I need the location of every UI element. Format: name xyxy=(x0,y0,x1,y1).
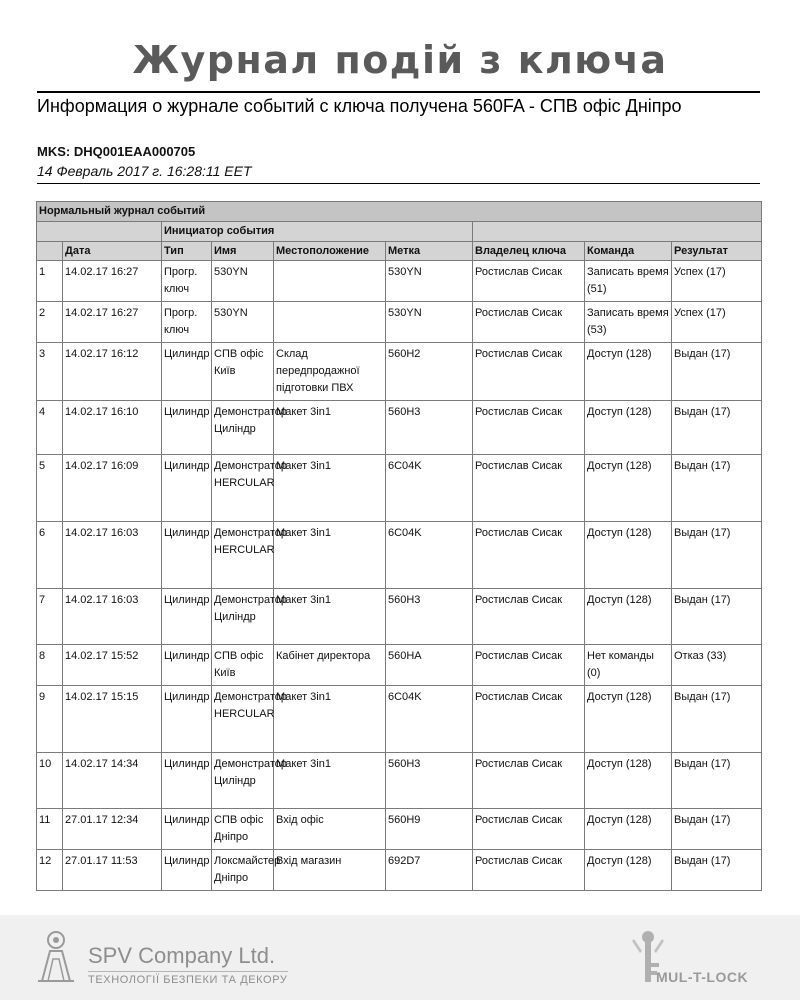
cell-date: 14.02.17 16:12 xyxy=(63,343,162,401)
cell-num: 9 xyxy=(37,686,63,753)
cell-date: 27.01.17 11:53 xyxy=(63,850,162,891)
cell-type: Цилиндр xyxy=(162,686,212,753)
col-header-location: Местоположение xyxy=(274,242,386,261)
cell-location: Кабінет директора xyxy=(274,645,386,686)
cell-location: Макет 3in1 xyxy=(274,589,386,645)
cell-name: СПВ офіс Дніпро xyxy=(212,809,274,850)
cell-location: Склад передпродажної підготовки ПВХ xyxy=(274,343,386,401)
col-header-owner: Владелец ключа xyxy=(473,242,585,261)
cell-num: 5 xyxy=(37,455,63,522)
cell-tag: 530YN xyxy=(386,261,473,302)
cell-location: Вхід магазин xyxy=(274,850,386,891)
cell-command: Доступ (128) xyxy=(585,401,672,455)
table-row xyxy=(37,401,762,455)
cell-num: 1 xyxy=(37,261,63,302)
cell-location: Макет 3in1 xyxy=(274,753,386,809)
cell-name: Демонстратор HERCULAR xyxy=(212,455,274,522)
cell-command: Доступ (128) xyxy=(585,522,672,589)
cell-name: Локсмайстер Дніпро xyxy=(212,850,274,891)
cell-owner: Ростислав Сисак xyxy=(473,809,585,850)
cell-type: Цилиндр xyxy=(162,850,212,891)
cell-result: Успех (17) xyxy=(672,261,762,302)
cell-result: Выдан (17) xyxy=(672,343,762,401)
col-header-num xyxy=(37,242,63,261)
cell-type: Цилиндр xyxy=(162,455,212,522)
spv-crest-icon xyxy=(34,929,78,990)
cell-tag: 560H9 xyxy=(386,809,473,850)
cell-name: Демонстратор Циліндр xyxy=(212,401,274,455)
cell-command: Доступ (128) xyxy=(585,753,672,809)
cell-name: 530YN xyxy=(212,302,274,343)
cell-command: Доступ (128) xyxy=(585,589,672,645)
cell-owner: Ростислав Сисак xyxy=(473,343,585,401)
page-headline: Журнал подій з ключа xyxy=(132,38,668,82)
table-section-row xyxy=(37,202,762,222)
event-log-table xyxy=(36,201,762,891)
cell-date: 14.02.17 15:15 xyxy=(63,686,162,753)
cell-num: 4 xyxy=(37,401,63,455)
table-row xyxy=(37,455,762,522)
cell-num: 3 xyxy=(37,343,63,401)
table-group-row xyxy=(37,222,762,242)
col-header-command: Команда xyxy=(585,242,672,261)
cell-result: Отказ (33) xyxy=(672,645,762,686)
cell-num: 7 xyxy=(37,589,63,645)
cell-owner: Ростислав Сисак xyxy=(473,522,585,589)
cell-tag: 6C04K xyxy=(386,455,473,522)
cell-num: 10 xyxy=(37,753,63,809)
table-row xyxy=(37,302,762,343)
cell-owner: Ростислав Сисак xyxy=(473,455,585,522)
cell-date: 14.02.17 16:27 xyxy=(63,261,162,302)
cell-name: СПВ офіс Київ xyxy=(212,343,274,401)
col-header-tag: Метка xyxy=(386,242,473,261)
cell-location: Вхід офіс xyxy=(274,809,386,850)
table-row xyxy=(37,753,762,809)
cell-num: 8 xyxy=(37,645,63,686)
cell-result: Выдан (17) xyxy=(672,686,762,753)
cell-num: 6 xyxy=(37,522,63,589)
cell-type: Цилиндр xyxy=(162,645,212,686)
cell-owner: Ростислав Сисак xyxy=(473,261,585,302)
cell-location: Макет 3in1 xyxy=(274,686,386,753)
cell-command: Доступ (128) xyxy=(585,850,672,891)
report-subtitle: Информация о журнале событий с ключа получена 560FA - СПВ офіс Дніпро xyxy=(37,91,760,117)
cell-owner: Ростислав Сисак xyxy=(473,401,585,455)
cell-command: Записать время (51) xyxy=(585,261,672,302)
cell-owner: Ростислав Сисак xyxy=(473,686,585,753)
cell-tag: 560H3 xyxy=(386,753,473,809)
cell-name: СПВ офіс Київ xyxy=(212,645,274,686)
cell-location xyxy=(274,302,386,343)
group-spacer-right xyxy=(473,222,762,242)
cell-date: 14.02.17 16:10 xyxy=(63,401,162,455)
cell-date: 14.02.17 16:03 xyxy=(63,589,162,645)
cell-owner: Ростислав Сисак xyxy=(473,645,585,686)
table-row xyxy=(37,645,762,686)
cell-type: Цилиндр xyxy=(162,343,212,401)
report-date: 14 Февраль 2017 г. 16:28:11 EET xyxy=(37,163,760,184)
cell-result: Выдан (17) xyxy=(672,455,762,522)
cell-type: Цилиндр xyxy=(162,809,212,850)
cell-date: 14.02.17 14:34 xyxy=(63,753,162,809)
cell-location: Макет 3in1 xyxy=(274,455,386,522)
cell-name: Демонстратор HERCULAR xyxy=(212,522,274,589)
table-header-row xyxy=(37,242,762,261)
cell-tag: 6C04K xyxy=(386,686,473,753)
cell-command: Доступ (128) xyxy=(585,343,672,401)
group-spacer-left xyxy=(37,222,162,242)
brand-mul-t-lock: MUL-T-LOCK xyxy=(656,969,749,985)
cell-name: Демонстратор Циліндр xyxy=(212,753,274,809)
cell-owner: Ростислав Сисак xyxy=(473,753,585,809)
cell-command: Доступ (128) xyxy=(585,686,672,753)
cell-type: Цилиндр xyxy=(162,401,212,455)
cell-owner: Ростислав Сисак xyxy=(473,589,585,645)
cell-tag: 560H2 xyxy=(386,343,473,401)
table-row xyxy=(37,686,762,753)
cell-num: 11 xyxy=(37,809,63,850)
cell-name: Демонстратор HERCULAR xyxy=(212,686,274,753)
cell-result: Выдан (17) xyxy=(672,753,762,809)
cell-command: Записать время (53) xyxy=(585,302,672,343)
cell-command: Нет команды (0) xyxy=(585,645,672,686)
initiator-group-header: Инициатор события xyxy=(162,222,473,242)
cell-date: 27.01.17 12:34 xyxy=(63,809,162,850)
company-tagline: ТЕХНОЛОГІЇ БЕЗПЕКИ ТА ДЕКОРУ xyxy=(88,971,288,986)
cell-result: Выдан (17) xyxy=(672,850,762,891)
cell-date: 14.02.17 16:03 xyxy=(63,522,162,589)
table-row xyxy=(37,850,762,891)
cell-tag: 560H3 xyxy=(386,589,473,645)
section-title: Нормальный журнал событий xyxy=(37,202,762,222)
table-row xyxy=(37,343,762,401)
cell-type: Цилиндр xyxy=(162,589,212,645)
cell-type: Прогр. ключ xyxy=(162,302,212,343)
cell-location: Макет 3in1 xyxy=(274,401,386,455)
cell-tag: 560H3 xyxy=(386,401,473,455)
cell-name: 530YN xyxy=(212,261,274,302)
cell-type: Цилиндр xyxy=(162,522,212,589)
cell-result: Выдан (17) xyxy=(672,809,762,850)
cell-name: Демонстратор Циліндр xyxy=(212,589,274,645)
cell-type: Прогр. ключ xyxy=(162,261,212,302)
company-name: SPV Company Ltd. xyxy=(88,943,276,968)
col-header-name: Имя xyxy=(212,242,274,261)
cell-result: Выдан (17) xyxy=(672,522,762,589)
table-row xyxy=(37,809,762,850)
cell-tag: 692D7 xyxy=(386,850,473,891)
cell-tag: 560HA xyxy=(386,645,473,686)
cell-date: 14.02.17 16:27 xyxy=(63,302,162,343)
cell-num: 2 xyxy=(37,302,63,343)
cell-type: Цилиндр xyxy=(162,753,212,809)
page-footer xyxy=(0,915,800,1000)
col-header-date: Дата xyxy=(63,242,162,261)
table-row xyxy=(37,261,762,302)
table-row xyxy=(37,522,762,589)
cell-result: Выдан (17) xyxy=(672,401,762,455)
cell-command: Доступ (128) xyxy=(585,809,672,850)
cell-location xyxy=(274,261,386,302)
cell-date: 14.02.17 15:52 xyxy=(63,645,162,686)
report-meta xyxy=(37,144,760,184)
col-header-type: Тип xyxy=(162,242,212,261)
cell-date: 14.02.17 16:09 xyxy=(63,455,162,522)
cell-owner: Ростислав Сисак xyxy=(473,302,585,343)
mks-serial: MKS: DHQ001EAA000705 xyxy=(37,144,196,159)
col-header-result: Результат xyxy=(672,242,762,261)
cell-owner: Ростислав Сисак xyxy=(473,850,585,891)
cell-command: Доступ (128) xyxy=(585,455,672,522)
cell-result: Выдан (17) xyxy=(672,589,762,645)
table-row xyxy=(37,589,762,645)
cell-num: 12 xyxy=(37,850,63,891)
cell-result: Успех (17) xyxy=(672,302,762,343)
cell-tag: 6C04K xyxy=(386,522,473,589)
cell-tag: 530YN xyxy=(386,302,473,343)
cell-location: Макет 3in1 xyxy=(274,522,386,589)
